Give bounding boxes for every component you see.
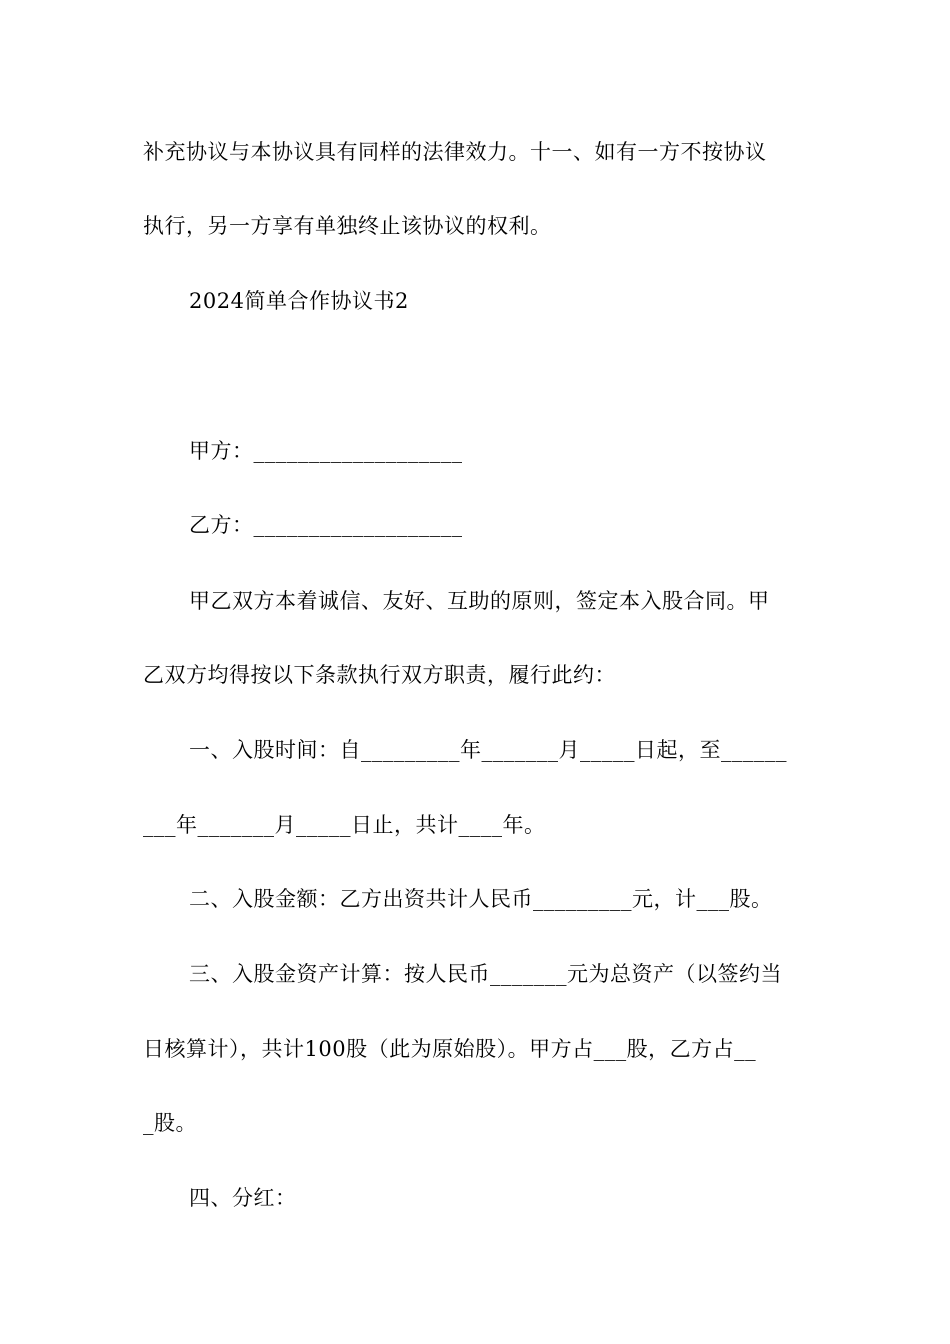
party-a-field: 甲方：___________________ [189, 439, 463, 463]
clause-2-line: 二、入股金额：乙方出资共计人民币_________元，计___股。 [189, 887, 773, 911]
document-title: 2024简单合作协议书2 [189, 289, 409, 313]
paragraph-line: 补充协议与本协议具有同样的法律效力。十一、如有一方不按协议 [143, 140, 767, 164]
clause-3-line: 三、入股金资产计算：按人民币_______元为总资产（以签约当 [189, 962, 782, 986]
paragraph-line: 甲乙双方本着诚信、友好、互助的原则，签定本入股合同。甲 [189, 589, 770, 613]
paragraph-line: 乙双方均得按以下条款执行双方职责，履行此约： [143, 663, 616, 687]
clause-1-line: 一、入股时间：自_________年_______月_____日起，至______ [189, 738, 787, 762]
clause-3-line: _股。 [143, 1111, 197, 1135]
clause-1-line: ___年_______月_____日止，共计____年。 [143, 813, 546, 837]
party-b-field: 乙方：___________________ [189, 513, 463, 537]
clause-3-line: 日核算计），共计100股（此为原始股）。甲方占___股，乙方占__ [143, 1037, 757, 1061]
paragraph-line: 执行，另一方享有单独终止该协议的权利。 [143, 214, 552, 238]
clause-4-heading: 四、分红： [189, 1186, 297, 1210]
